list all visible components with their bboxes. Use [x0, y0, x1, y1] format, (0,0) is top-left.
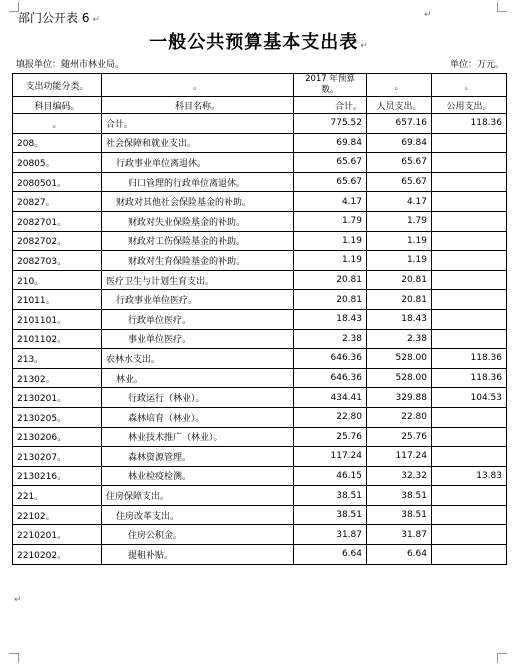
cell-subject-name	[102, 133, 294, 153]
header-subject-code: 科目编码。	[13, 97, 102, 114]
cell-subject-code-text: 2101101。	[17, 315, 67, 326]
cell-total-text: 4.17	[341, 196, 362, 207]
cell-personnel-text: 65.67	[401, 157, 427, 168]
cell-subject-code-text: 2082701。	[17, 217, 67, 228]
header-year-line2: 数。	[321, 85, 339, 95]
cell-personnel-text: 657.16	[395, 118, 427, 129]
cell-subject-code-text: 2210201。	[17, 531, 67, 542]
cell-subject-code	[13, 192, 102, 212]
cell-subject-code-text: 2210202。	[17, 550, 67, 561]
cell-total-text: 18.43	[336, 314, 362, 325]
page-title-text: 一般公共预算基本支出表	[149, 32, 359, 53]
cell-public-text: 13.83	[476, 470, 502, 481]
cell-subject-name-text: 住房改革支出。	[116, 511, 180, 522]
table-row	[13, 133, 507, 153]
cell-subject-code-text: 213。	[17, 354, 44, 365]
header-blank-cell: 。	[432, 74, 507, 97]
cell-public	[432, 505, 507, 525]
cell-personnel	[367, 153, 432, 173]
cell-personnel-text: 6.64	[406, 549, 427, 560]
cell-public	[432, 153, 507, 173]
cell-subject-name-text: 行政运行（林业）。	[128, 394, 205, 405]
cell-personnel-text: 20.81	[401, 275, 427, 286]
cell-personnel	[367, 329, 432, 349]
header-blank-cell: 。	[367, 74, 432, 97]
cell-personnel-text: 1.19	[406, 235, 427, 246]
cell-subject-code	[13, 114, 102, 134]
cell-subject-name-text: 社会保障和就业支出。	[106, 139, 197, 150]
cell-personnel-text: 4.17	[406, 196, 427, 207]
cell-public	[432, 290, 507, 310]
cell-subject-name-text: 林业技术推广（林业）。	[128, 433, 223, 444]
cell-total-text: 646.36	[330, 373, 362, 384]
cell-subject-name	[102, 114, 294, 134]
cell-subject-name-text: 提租补贴。	[128, 550, 174, 561]
cell-public-text: 118.36	[470, 373, 502, 384]
cell-public	[432, 329, 507, 349]
cell-personnel	[367, 525, 432, 545]
cell-personnel	[367, 447, 432, 467]
cell-total-text: 22.80	[336, 412, 362, 423]
cell-subject-name-text: 行政单位医疗。	[128, 315, 192, 326]
cell-personnel	[367, 407, 432, 427]
cell-total	[294, 309, 367, 329]
cell-personnel-text: 20.81	[401, 294, 427, 305]
table-row	[13, 211, 507, 231]
cell-subject-name	[102, 192, 294, 212]
cell-personnel	[367, 251, 432, 271]
cell-total	[294, 231, 367, 251]
cell-subject-name	[102, 388, 294, 408]
cell-personnel-text: 32.32	[401, 470, 427, 481]
cell-subject-code-text: 22102。	[17, 511, 55, 522]
cell-subject-name-text: 林业。	[116, 374, 144, 385]
cell-personnel-text: 329.88	[395, 392, 427, 403]
cell-total	[294, 407, 367, 427]
cell-public	[432, 133, 507, 153]
cell-subject-code-text: 21011。	[17, 296, 55, 307]
paragraph-mark-icon: ↵	[424, 10, 432, 20]
cell-public	[432, 231, 507, 251]
cell-personnel	[367, 349, 432, 369]
cell-subject-name	[102, 329, 294, 349]
cell-subject-code	[13, 270, 102, 290]
cell-public	[432, 466, 507, 486]
cell-public	[432, 211, 507, 231]
cell-subject-code	[13, 466, 102, 486]
cell-subject-code-text: 2130216。	[17, 472, 67, 483]
cell-subject-name	[102, 486, 294, 506]
budget-table	[12, 73, 507, 565]
cell-total	[294, 447, 367, 467]
header-category: 支出功能分类。	[13, 74, 102, 97]
cell-subject-name-text: 事业单位医疗。	[128, 335, 192, 346]
cell-total-text: 775.52	[330, 118, 362, 129]
cell-subject-name-text: 农林水支出。	[106, 354, 161, 365]
currency-unit: 单位：万元。	[449, 60, 504, 70]
cell-subject-name	[102, 270, 294, 290]
cell-subject-name-text: 医疗卫生与计划生育支出。	[106, 276, 215, 287]
cell-total-text: 646.36	[330, 353, 362, 364]
cell-public	[432, 407, 507, 427]
cell-subject-code-text: 2080501。	[17, 178, 67, 189]
cell-subject-code	[13, 427, 102, 447]
header-blank-cell: 。	[102, 74, 294, 97]
cell-subject-name-text: 财政对其他社会保险基金的补助。	[116, 198, 252, 209]
cell-personnel	[367, 505, 432, 525]
cell-total	[294, 486, 367, 506]
cell-subject-code-text: 221。	[17, 492, 44, 503]
cell-personnel-text: 18.43	[401, 314, 427, 325]
cell-personnel	[367, 231, 432, 251]
cell-subject-name-text: 财政对生育保险基金的补助。	[128, 256, 246, 267]
cell-total-text: 38.51	[336, 510, 362, 521]
cell-public	[432, 388, 507, 408]
cell-subject-code-text: 20805。	[17, 158, 55, 169]
cell-total	[294, 251, 367, 271]
cell-personnel	[367, 368, 432, 388]
cell-subject-code-text: 。	[52, 119, 62, 130]
cell-subject-name	[102, 172, 294, 192]
cell-total	[294, 114, 367, 134]
cell-subject-code	[13, 231, 102, 251]
cell-total-text: 31.87	[336, 529, 362, 540]
cell-total	[294, 525, 367, 545]
cell-public	[432, 192, 507, 212]
header-year	[294, 74, 367, 97]
cell-public-text: 104.53	[470, 392, 502, 403]
cell-total-text: 20.81	[336, 294, 362, 305]
cell-personnel-text: 1.19	[406, 255, 427, 266]
cell-public-text: 118.36	[470, 118, 502, 129]
page-title	[0, 28, 518, 54]
cell-total-text: 1.19	[341, 255, 362, 266]
cell-total	[294, 211, 367, 231]
cell-total-text: 20.81	[336, 275, 362, 286]
table-row	[13, 545, 507, 565]
cell-total	[294, 153, 367, 173]
cell-subject-name-text: 行政事业单位离退休。	[116, 158, 207, 169]
header-public: 公用支出。	[432, 97, 507, 114]
cell-subject-name-text: 林业检疫检测。	[128, 472, 192, 483]
table-row	[13, 525, 507, 545]
cell-personnel	[367, 211, 432, 231]
cell-total	[294, 466, 367, 486]
cell-subject-name	[102, 211, 294, 231]
header-subject-name: 科目名称。	[102, 97, 294, 114]
cell-total	[294, 427, 367, 447]
paragraph-mark-icon: ↵	[92, 15, 100, 25]
table-row	[13, 447, 507, 467]
cell-personnel-text: 1.79	[406, 216, 427, 227]
cell-subject-name	[102, 407, 294, 427]
table-row	[13, 231, 507, 251]
table-row	[13, 486, 507, 506]
cell-total-text: 65.67	[336, 157, 362, 168]
cell-subject-code	[13, 545, 102, 565]
cell-public	[432, 525, 507, 545]
cell-total	[294, 192, 367, 212]
cell-subject-name-text: 财政对工伤保险基金的补助。	[128, 237, 246, 248]
cell-subject-code-text: 2101102。	[17, 335, 67, 346]
cell-personnel	[367, 545, 432, 565]
cell-personnel-text: 117.24	[395, 451, 427, 462]
cell-personnel	[367, 466, 432, 486]
cell-total-text: 434.41	[330, 392, 362, 403]
cell-subject-name-text: 森林资源管理。	[128, 452, 192, 463]
cell-public	[432, 427, 507, 447]
cell-subject-code	[13, 211, 102, 231]
cell-subject-code-text: 2130207。	[17, 452, 67, 463]
cell-public	[432, 368, 507, 388]
cell-total	[294, 133, 367, 153]
cell-total-text: 65.67	[336, 177, 362, 188]
cell-total-text: 1.79	[341, 216, 362, 227]
table-row	[13, 329, 507, 349]
table-row	[13, 407, 507, 427]
cell-subject-code	[13, 290, 102, 310]
cell-subject-code-text: 210。	[17, 276, 44, 287]
cell-total	[294, 368, 367, 388]
cell-subject-name	[102, 545, 294, 565]
cell-total	[294, 172, 367, 192]
cell-personnel	[367, 486, 432, 506]
cell-subject-code-text: 2130205。	[17, 413, 67, 424]
cell-personnel	[367, 388, 432, 408]
cell-subject-code	[13, 486, 102, 506]
cell-subject-code	[13, 329, 102, 349]
cell-personnel	[367, 309, 432, 329]
table-row	[13, 427, 507, 447]
cell-total	[294, 349, 367, 369]
cell-subject-name	[102, 309, 294, 329]
header-total: 合计。	[294, 97, 367, 114]
cell-subject-name	[102, 349, 294, 369]
cell-public	[432, 114, 507, 134]
cell-subject-code	[13, 505, 102, 525]
cell-subject-code	[13, 525, 102, 545]
table-row	[13, 309, 507, 329]
cell-public	[432, 309, 507, 329]
cell-personnel	[367, 427, 432, 447]
cell-total	[294, 290, 367, 310]
cell-subject-name	[102, 427, 294, 447]
cell-personnel-text: 25.76	[401, 431, 427, 442]
cell-total-text: 38.51	[336, 490, 362, 501]
cell-subject-name-text: 森林培育（林业）。	[128, 413, 205, 424]
table-row	[13, 251, 507, 271]
cell-subject-code-text: 20827。	[17, 198, 55, 209]
margin-corner-bottom-left	[9, 653, 19, 663]
cell-public	[432, 486, 507, 506]
cell-personnel	[367, 290, 432, 310]
cell-subject-code	[13, 153, 102, 173]
table-row	[13, 466, 507, 486]
cell-subject-name	[102, 505, 294, 525]
cell-personnel	[367, 172, 432, 192]
cell-subject-code	[13, 407, 102, 427]
cell-public	[432, 349, 507, 369]
cell-subject-code	[13, 368, 102, 388]
cell-personnel	[367, 133, 432, 153]
cell-personnel-text: 528.00	[395, 373, 427, 384]
table-row	[13, 114, 507, 134]
reporting-unit: 填报单位：随州市林业局。	[16, 60, 125, 70]
cell-total-text: 46.15	[336, 470, 362, 481]
cell-personnel	[367, 270, 432, 290]
cell-public-text: 118.36	[470, 353, 502, 364]
cell-total	[294, 329, 367, 349]
header-row-1	[13, 74, 507, 97]
cell-total-text: 117.24	[330, 451, 362, 462]
cell-subject-name-text: 归口管理的行政单位离退休。	[128, 178, 246, 189]
cell-total-text: 69.84	[336, 137, 362, 148]
table-row	[13, 172, 507, 192]
cell-subject-name-text: 行政事业单位医疗。	[116, 296, 198, 307]
doc-tag	[18, 9, 100, 26]
cell-total	[294, 270, 367, 290]
table-row	[13, 270, 507, 290]
cell-subject-code	[13, 133, 102, 153]
cell-personnel	[367, 114, 432, 134]
paragraph-mark-icon: ↵	[14, 595, 22, 605]
cell-subject-name	[102, 447, 294, 467]
cell-total-text: 25.76	[336, 431, 362, 442]
table-row	[13, 290, 507, 310]
cell-subject-code-text: 2130201。	[17, 394, 67, 405]
header-personnel: 人员支出。	[367, 97, 432, 114]
margin-corner-top-right	[497, 2, 507, 12]
cell-public	[432, 447, 507, 467]
table-row	[13, 192, 507, 212]
cell-public	[432, 172, 507, 192]
cell-subject-code	[13, 447, 102, 467]
cell-subject-code	[13, 349, 102, 369]
header-year-line1: 2017 年预算	[305, 74, 355, 84]
table-row	[13, 505, 507, 525]
cell-personnel	[367, 192, 432, 212]
cell-public	[432, 270, 507, 290]
cell-personnel-text: 65.67	[401, 177, 427, 188]
cell-subject-name-text: 合计。	[106, 119, 134, 130]
cell-personnel-text: 31.87	[401, 529, 427, 540]
table-row	[13, 388, 507, 408]
margin-corner-bottom-right	[497, 653, 507, 663]
cell-subject-code	[13, 172, 102, 192]
cell-public	[432, 251, 507, 271]
cell-subject-code	[13, 388, 102, 408]
cell-subject-name	[102, 231, 294, 251]
cell-total-text: 1.19	[341, 235, 362, 246]
cell-personnel-text: 38.51	[401, 490, 427, 501]
cell-total-text: 2.38	[341, 333, 362, 344]
cell-personnel-text: 38.51	[401, 510, 427, 521]
cell-personnel-text: 69.84	[401, 137, 427, 148]
cell-personnel-text: 22.80	[401, 412, 427, 423]
cell-subject-name	[102, 153, 294, 173]
cell-subject-name-text: 住房保障支出。	[106, 492, 170, 503]
cell-subject-name	[102, 251, 294, 271]
cell-subject-code-text: 2130206。	[17, 433, 67, 444]
cell-total	[294, 505, 367, 525]
cell-total	[294, 388, 367, 408]
doc-tag-text: 部门公开表 6	[18, 11, 90, 25]
cell-subject-name	[102, 466, 294, 486]
cell-subject-name-text: 住房公积金。	[128, 531, 183, 542]
cell-subject-code-text: 21302。	[17, 374, 55, 385]
cell-subject-code	[13, 309, 102, 329]
cell-personnel-text: 528.00	[395, 353, 427, 364]
cell-subject-code-text: 2082703。	[17, 256, 67, 267]
table-row	[13, 368, 507, 388]
cell-subject-name	[102, 290, 294, 310]
cell-subject-code-text: 208。	[17, 139, 44, 150]
table-row	[13, 349, 507, 369]
cell-subject-name-text: 财政对失业保险基金的补助。	[128, 217, 246, 228]
cell-public	[432, 545, 507, 565]
cell-total	[294, 545, 367, 565]
header-row-2	[13, 97, 507, 114]
cell-subject-code	[13, 251, 102, 271]
table-row	[13, 153, 507, 173]
cell-subject-code-text: 2082702。	[17, 237, 67, 248]
cell-personnel-text: 2.38	[406, 333, 427, 344]
cell-total-text: 6.64	[341, 549, 362, 560]
cell-subject-name	[102, 368, 294, 388]
paragraph-mark-icon: ↵	[360, 41, 369, 51]
cell-subject-name	[102, 525, 294, 545]
